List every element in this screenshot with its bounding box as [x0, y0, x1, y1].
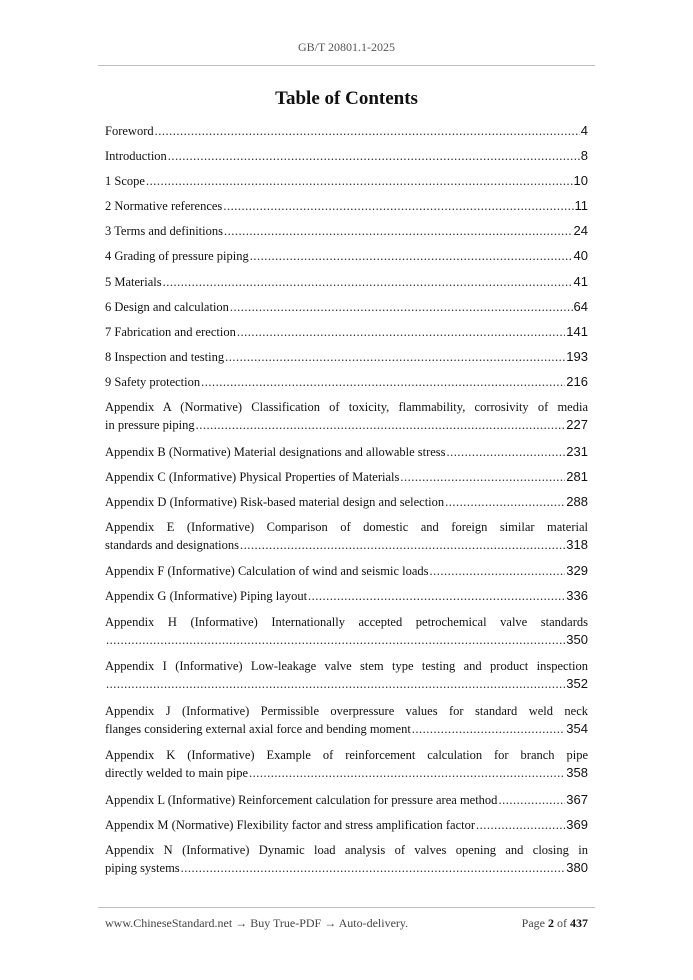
toc-entry[interactable] — [105, 197, 588, 222]
footer-divider — [98, 907, 595, 908]
toc-page-number: 231 — [566, 443, 588, 459]
dot-leader — [146, 172, 573, 190]
toc-entry-title: Appendix H (Informative) Internationally accepted petrochemical valve standards — [105, 614, 588, 629]
toc-page-number: 41 — [573, 273, 588, 289]
toc-entry-title: piping systems — [105, 860, 180, 875]
dot-leader — [106, 631, 565, 649]
toc-entry[interactable] — [105, 468, 588, 493]
toc-entry[interactable] — [105, 222, 588, 247]
auto-delivery-text: Auto-delivery. — [338, 916, 409, 930]
toc-entry-title: 1 Scope — [105, 174, 145, 189]
buy-pdf-link[interactable]: Buy True-PDF — [250, 916, 322, 930]
toc-entry[interactable] — [105, 323, 588, 348]
toc-entry[interactable] — [105, 518, 588, 563]
dot-leader — [308, 587, 565, 605]
footer-links — [105, 916, 408, 931]
dot-leader — [196, 416, 566, 434]
toc-entry-title: Appendix N (Informative) Dynamic load analysis of valves opening and closing in — [105, 842, 588, 857]
dot-leader — [250, 247, 573, 265]
toc-entry[interactable] — [105, 816, 588, 841]
toc-page-number: 380 — [566, 859, 588, 875]
toc-entry-title: Appendix E (Informative) Comparison of domestic and foreign similar material — [105, 519, 588, 534]
toc-page-number: 227 — [566, 417, 588, 433]
toc-entry-title: Appendix J (Informative) Permissible overpressure values for standard weld neck — [105, 703, 588, 718]
toc-entry-title: Foreword — [105, 124, 154, 138]
toc-page-number: 10 — [573, 173, 588, 189]
toc-entry-title: 6 Design and calculation — [105, 299, 229, 314]
dot-leader — [430, 562, 566, 580]
dot-leader — [240, 536, 565, 554]
toc-entry-title: standards and designations — [105, 537, 240, 552]
toc-entry-title: Introduction — [105, 149, 167, 164]
toc-entry-title: Appendix F (Informative) Calculation of wind and seismic loads — [105, 564, 429, 579]
toc-entry[interactable] — [105, 247, 588, 272]
toc-entry[interactable] — [105, 147, 588, 172]
toc-entry-title: Appendix G (Informative) Piping layout — [105, 589, 308, 604]
toc-entry-title: Appendix A (Normative) Classification of toxicity, flammability, corrosivity of media — [105, 400, 588, 415]
page-of-label: of — [557, 916, 567, 930]
toc-entry[interactable] — [105, 298, 588, 323]
toc-entry[interactable] — [105, 273, 588, 298]
toc-entry[interactable] — [105, 398, 588, 443]
toc-page-number: 352 — [566, 676, 588, 691]
toc-entry-title: Appendix I (Informative) Low-leakage valve stem type testing and product inspection — [105, 659, 588, 673]
dot-leader — [168, 147, 580, 165]
document-footer — [105, 916, 588, 931]
dot-leader — [447, 443, 566, 461]
toc-page-number: 336 — [566, 588, 588, 604]
dot-leader — [476, 816, 565, 834]
toc-page-number: 318 — [566, 536, 588, 552]
dot-leader — [223, 197, 573, 215]
toc-entry[interactable] — [105, 841, 588, 886]
header-divider — [98, 65, 595, 66]
toc-page-number: 367 — [566, 791, 588, 807]
dot-leader — [106, 675, 565, 693]
page-title: Table of Contents — [275, 88, 418, 109]
toc-page-number: 193 — [566, 348, 588, 364]
dot-leader — [155, 122, 580, 140]
toc-page-number: 354 — [566, 720, 588, 736]
total-pages: 437 — [570, 916, 588, 930]
dot-leader — [445, 493, 565, 511]
toc-page-number: 288 — [566, 493, 588, 509]
toc-entry-title: Appendix M (Normative) Flexibility factor and stress amplification factor — [105, 817, 476, 832]
toc-entry-title: Appendix K (Informative) Example of reinforcement calculation for branch pipe — [105, 748, 588, 762]
toc-page-number: 216 — [566, 373, 588, 389]
toc-entry-title: 3 Terms and definitions — [105, 224, 223, 239]
standard-code: GB/T 20801.1-2025 — [297, 40, 396, 54]
toc-entry-title: flanges considering external axial force and bending moment — [105, 721, 411, 736]
toc-page-number: 64 — [573, 298, 588, 314]
dot-leader — [163, 273, 573, 291]
dot-leader — [249, 764, 565, 782]
toc-entry[interactable] — [105, 702, 588, 747]
toc-entry-title: 7 Fabrication and erection — [105, 324, 236, 339]
dot-leader — [224, 222, 573, 240]
current-page: 2 — [548, 916, 554, 930]
dot-leader — [412, 720, 566, 738]
toc-entry[interactable] — [105, 791, 588, 816]
toc-page-number: 350 — [566, 631, 588, 647]
toc-entry-title: directly welded to main pipe — [105, 766, 249, 780]
toc-page-number: 369 — [566, 816, 588, 832]
toc-entry[interactable] — [105, 493, 588, 518]
document-header — [0, 40, 693, 55]
table-of-contents — [105, 122, 588, 885]
toc-entry[interactable] — [105, 443, 588, 468]
dot-leader — [225, 348, 565, 366]
toc-entry-title: Appendix B (Normative) Material designations and allowable stress — [105, 444, 446, 459]
page-number — [522, 916, 588, 931]
toc-page-number: 329 — [566, 563, 588, 579]
toc-page-number: 4 — [580, 123, 588, 138]
toc-entry-title: 4 Grading of pressure piping — [105, 249, 249, 264]
toc-entry[interactable] — [105, 373, 588, 398]
toc-page-number: 24 — [573, 223, 588, 239]
toc-entry-title: 2 Normative references — [105, 199, 223, 214]
toc-page-number: 281 — [566, 468, 588, 484]
toc-entry-title: 5 Materials — [105, 274, 162, 289]
toc-entry[interactable] — [105, 348, 588, 373]
dot-leader — [400, 468, 565, 486]
toc-entry[interactable] — [105, 587, 588, 612]
toc-entry-title: Appendix L (Informative) Reinforcement calculation for pressure area method — [105, 792, 498, 807]
toc-entry-title: 8 Inspection and testing — [105, 349, 225, 364]
toc-page-number: 11 — [574, 198, 588, 214]
toc-entry-title: Appendix D (Informative) Risk-based material design and selection — [105, 494, 445, 509]
dot-leader — [498, 791, 565, 809]
dot-leader — [181, 859, 566, 877]
toc-page-number: 8 — [580, 148, 588, 164]
toc-page-number: 358 — [566, 765, 588, 780]
dot-leader — [237, 323, 565, 341]
toc-entry-title: Appendix C (Informative) Physical Properties of Materials — [105, 469, 400, 484]
toc-entry[interactable] — [105, 562, 588, 587]
toc-entry-title: 9 Safety protection — [105, 374, 201, 389]
dot-leader — [201, 373, 565, 391]
toc-page-number: 40 — [573, 248, 588, 264]
site-link[interactable]: www.ChineseStandard.net — [105, 916, 233, 930]
toc-entry[interactable] — [105, 746, 588, 791]
arrow-icon: → — [235, 916, 248, 930]
toc-entry[interactable] — [105, 657, 588, 702]
toc-entry[interactable] — [105, 122, 588, 147]
page-label: Page — [521, 916, 545, 930]
toc-entry[interactable] — [105, 613, 588, 658]
arrow-icon: → — [324, 916, 337, 930]
toc-entry-title: in pressure piping — [105, 418, 195, 433]
dot-leader — [230, 298, 573, 316]
toc-entry[interactable] — [105, 172, 588, 197]
toc-page-number: 141 — [566, 323, 588, 339]
